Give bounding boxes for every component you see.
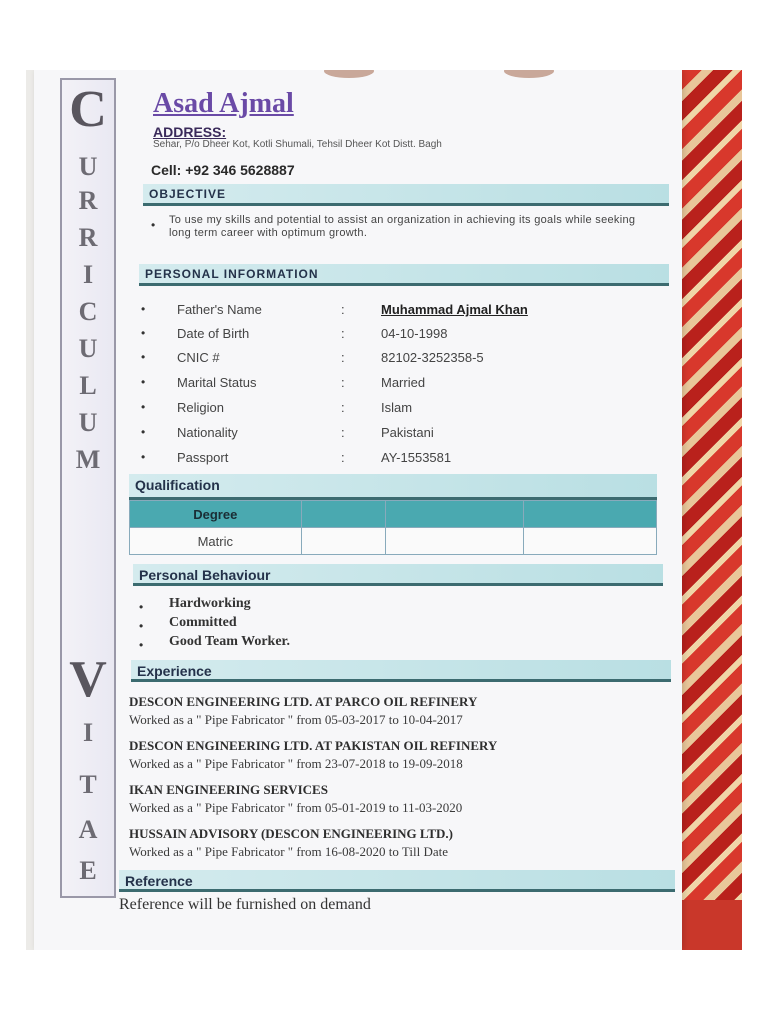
blank-column-header — [386, 501, 523, 528]
reference-text: Reference will be furnished on demand — [119, 896, 371, 913]
sidebar-letter: V — [69, 651, 107, 708]
experience-title: Experience — [137, 663, 212, 679]
row-value: 82102-3252358-5 — [381, 350, 484, 365]
cell-number: Cell: +92 346 5628887 — [151, 162, 295, 178]
resume-page — [34, 70, 682, 950]
sidebar-letter: R — [78, 223, 98, 252]
curriculum-vitae-sidebar — [60, 78, 116, 898]
sidebar-letter: U — [78, 152, 98, 181]
sidebar-letter: T — [79, 770, 97, 799]
row-colon: : — [341, 425, 345, 440]
row-value: Married — [381, 375, 426, 390]
table-cell — [523, 528, 656, 555]
behaviour-item: Good Team Worker. — [169, 634, 290, 649]
personal-info-row — [141, 400, 661, 420]
sidebar-letter: U — [78, 408, 98, 437]
row-colon: : — [341, 326, 345, 341]
sidebar-letter: U — [78, 334, 98, 363]
fabric-edge — [682, 900, 742, 950]
personal-info-row — [141, 450, 661, 470]
sidebar-letter: I — [82, 718, 94, 747]
personal-info-title: PERSONAL INFORMATION — [145, 267, 319, 281]
experience-company: DESCON ENGINEERING LTD. AT PARCO OIL REFINERY — [129, 694, 478, 709]
sidebar-letter: M — [75, 445, 101, 474]
behaviour-item: Hardworking — [169, 596, 251, 611]
blank-column-header — [301, 501, 386, 528]
table-row — [130, 528, 657, 555]
candidate-name: Asad Ajmal — [153, 88, 294, 119]
row-value: 04-10-1998 — [381, 326, 448, 341]
objective-text: To use my skills and potential to assist an organization in achieving its goals while seeking long term career with optimum growth. — [169, 214, 636, 239]
row-label: Father's Name — [177, 302, 262, 317]
sidebar-letter: I — [82, 260, 94, 289]
table-cell — [386, 528, 523, 555]
photo-background — [26, 70, 742, 950]
bullet-icon: • — [141, 375, 146, 389]
experience-header — [131, 660, 671, 682]
row-label: CNIC # — [177, 350, 220, 365]
experience-company: IKAN ENGINEERING SERVICES — [129, 782, 328, 797]
qualification-header — [129, 474, 657, 500]
behaviour-header — [133, 564, 663, 586]
row-colon: : — [341, 400, 345, 415]
qualification-table — [129, 500, 657, 555]
bullet-icon: • — [151, 218, 156, 232]
row-label: Religion — [177, 400, 224, 415]
experience-description: Worked as a " Pipe Fabricator " from 05-01-2019 to 11-03-2020 — [129, 800, 463, 815]
reference-title: Reference — [125, 873, 193, 889]
reference-header — [119, 870, 675, 892]
bullet-icon: • — [139, 638, 144, 652]
experience-description: Worked as a " Pipe Fabricator " from 05-03-2017 to 10-04-2017 — [129, 712, 463, 727]
bullet-icon: • — [141, 450, 146, 464]
row-colon: : — [341, 302, 345, 317]
row-colon: : — [341, 375, 345, 390]
table-cell — [301, 528, 386, 555]
experience-company: HUSSAIN ADVISORY (DESCON ENGINEERING LTD.) — [129, 826, 454, 841]
bullet-icon: • — [141, 350, 146, 364]
degree-cell: Matric — [130, 528, 302, 555]
row-colon: : — [341, 350, 345, 365]
personal-info-row — [141, 350, 661, 370]
address-text: Sehar, P/o Dheer Kot, Kotli Shumali, Tehsil Dheer Kot Distt. Bagh — [153, 139, 442, 150]
row-value: Pakistani — [381, 425, 434, 440]
objective-header — [143, 184, 669, 206]
blank-column-header — [523, 501, 656, 528]
row-label: Date of Birth — [177, 326, 250, 341]
personal-info-row — [141, 375, 661, 395]
personal-info-row — [141, 302, 661, 322]
qualification-title: Qualification — [135, 477, 220, 493]
row-value: Islam — [381, 400, 413, 415]
sidebar-letter: L — [79, 371, 97, 400]
table-header-row — [130, 501, 657, 528]
sidebar-letter: R — [78, 186, 98, 215]
degree-column-header: Degree — [130, 501, 302, 528]
row-label: Marital Status — [177, 375, 257, 390]
row-label: Nationality — [177, 425, 238, 440]
sidebar-letter: C — [78, 297, 98, 326]
experience-description: Worked as a " Pipe Fabricator " from 16-08-2020 to Till Date — [129, 844, 448, 859]
behaviour-title: Personal Behaviour — [139, 567, 271, 583]
row-label: Passport — [177, 450, 229, 465]
sidebar-letter: C — [69, 81, 107, 138]
bullet-icon: • — [139, 619, 144, 633]
bullet-icon: • — [141, 425, 146, 439]
sidebar-letter: A — [78, 815, 98, 844]
row-colon: : — [341, 450, 345, 465]
personal-info-header — [139, 264, 669, 286]
address-label: ADDRESS: — [153, 124, 227, 140]
experience-description: Worked as a " Pipe Fabricator " from 23-07-2018 to 19-09-2018 — [129, 756, 463, 771]
bullet-icon: • — [141, 326, 146, 340]
personal-info-row — [141, 425, 661, 445]
row-value: AY-1553581 — [381, 450, 452, 465]
row-value: Muhammad Ajmal Khan — [381, 302, 528, 317]
bullet-icon: • — [141, 302, 146, 316]
experience-company: DESCON ENGINEERING LTD. AT PAKISTAN OIL REFINERY — [129, 738, 498, 753]
sidebar-letter: E — [79, 856, 97, 885]
bullet-icon: • — [139, 600, 144, 614]
personal-info-row — [141, 326, 661, 346]
bullet-icon: • — [141, 400, 146, 414]
behaviour-item: Committed — [169, 615, 237, 630]
resume-content — [119, 70, 674, 950]
objective-title: OBJECTIVE — [149, 187, 227, 201]
fabric-background — [682, 70, 742, 950]
